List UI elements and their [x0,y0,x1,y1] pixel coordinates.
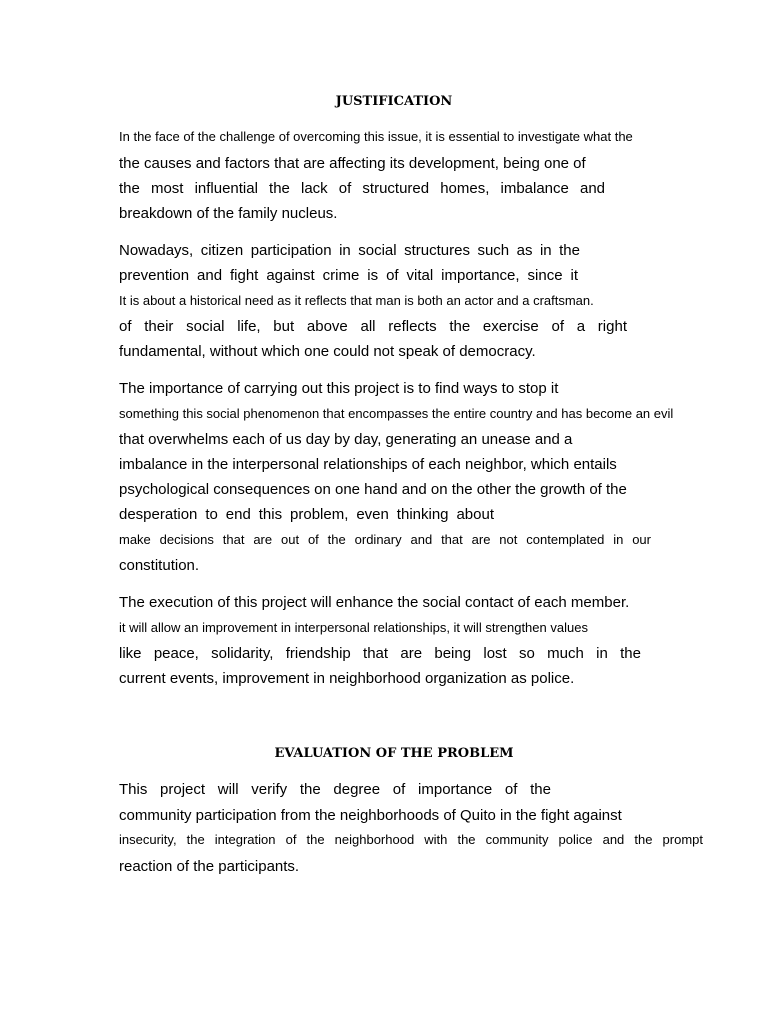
text-line: imbalance in the interpersonal relationships of each neighbor, which entails [119,456,617,473]
text-line: Nowadays, citizen participation in social structures such as in the [119,242,580,259]
text-line: constitution. [119,557,200,574]
text-line: breakdown of the family nucleus. [119,205,338,222]
text-line: current events, improvement in neighborhood organization as police. [119,670,575,687]
section-heading-justification: JUSTIFICATION [335,94,453,109]
text-line: like peace, solidarity, friendship that are being lost so much in the [119,645,641,662]
text-line: The importance of carrying out this project is to find ways to stop it [119,380,559,397]
text-line: the causes and factors that are affecting its development, being one of [119,155,586,172]
text-line: that overwhelms each of us day by day, generating an unease and a [119,431,573,448]
text-line: prevention and fight against crime is of vital importance, since it [119,267,578,284]
text-line: of their social life, but above all reflects the exercise of a right [119,318,627,335]
text-line: insecurity, the integration of the neighborhood with the community police and the prompt [119,832,703,847]
text-line: it will allow an improvement in interpersonal relationships, it will strengthen values [119,620,588,635]
text-line: reaction of the participants. [119,858,300,875]
section-heading-evaluation: EVALUATION OF THE PROBLEM [274,746,514,761]
text-line: the most influential the lack of structured homes, imbalance and [119,180,605,197]
text-line: community participation from the neighborhoods of Quito in the fight against [119,807,622,824]
text-line: something this social phenomenon that encompasses the entire country and has become an evil [119,406,674,421]
text-line: make decisions that are out of the ordinary and that are not contemplated in our [119,532,651,547]
text-line: psychological consequences on one hand and on the other the growth of the [119,481,627,498]
text-line: fundamental, without which one could not speak of democracy. [119,343,536,360]
text-line: desperation to end this problem, even thinking about [119,506,494,523]
text-line: In the face of the challenge of overcoming this issue, it is essential to investigate what the [119,129,633,144]
text-line: The execution of this project will enhance the social contact of each member. [119,594,630,611]
text-line: This project will verify the degree of importance of the [119,781,551,798]
text-line: It is about a historical need as it reflects that man is both an actor and a craftsman. [119,293,594,308]
